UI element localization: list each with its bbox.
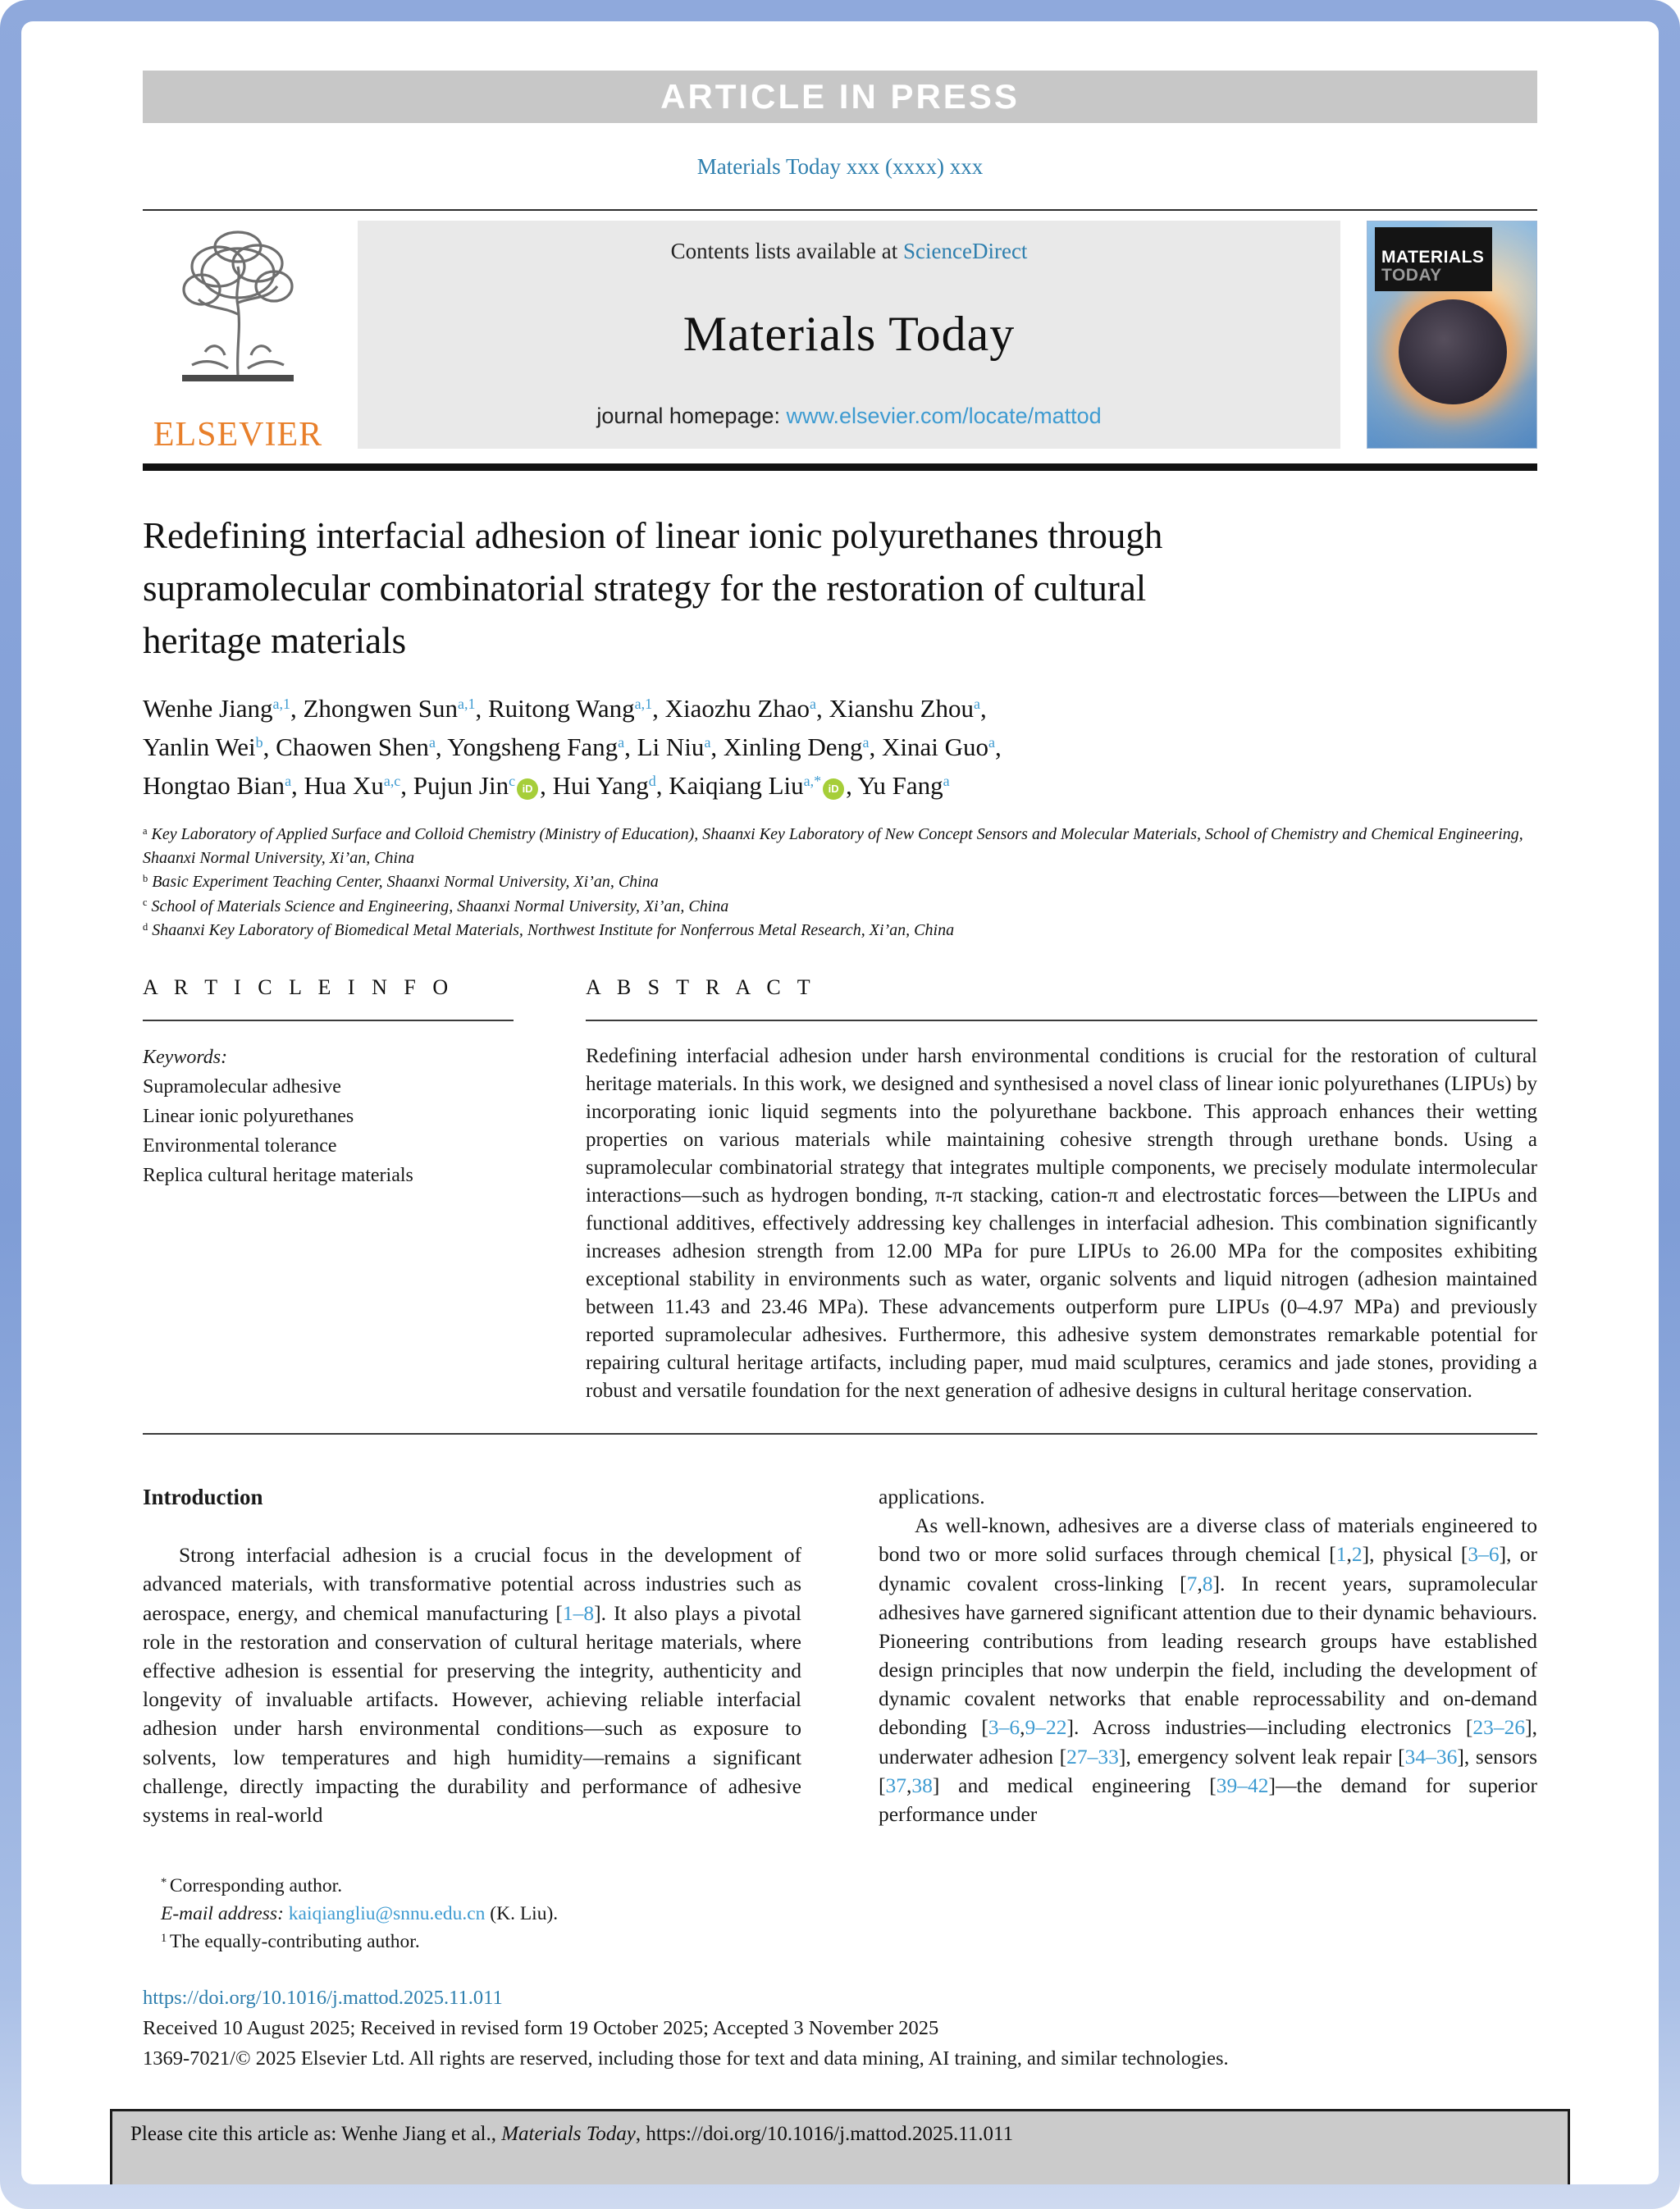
keywords-label: Keywords: <box>143 1046 228 1068</box>
journal-homepage-line <box>377 404 1321 429</box>
abstract-heading: A B S T R A C T <box>586 974 816 999</box>
text-segment: , Xinai Guo <box>869 732 989 761</box>
affiliation-marker: b <box>143 873 148 885</box>
issn-copyright-line: 1369-7021/© 2025 Elsevier Ltd. All rights are reserved, including those for text and data mining, AI training, and similar technologies. <box>143 2047 1229 2070</box>
text-segment: Corresponding author. <box>169 1875 343 1897</box>
intro-paragraph <box>879 1511 1537 1828</box>
journal-citation-line: Materials Today xxx (xxxx) xxx <box>696 154 984 179</box>
text-link[interactable]: 2 <box>1351 1542 1363 1567</box>
please-cite-box <box>110 2109 1570 2185</box>
text-segment: ]. Across industries—including electronics [ <box>1066 1715 1473 1740</box>
text-segment: , Yu Fang <box>846 770 943 800</box>
text-segment: ]—the demand for superior performance under <box>879 1773 1537 1826</box>
text-segment: journal homepage: <box>596 404 787 428</box>
equal-contribution-note <box>161 1928 1537 1956</box>
keyword: Replica cultural heritage materials <box>143 1164 413 1186</box>
text-link[interactable]: 38 <box>911 1773 933 1797</box>
abstract-text: Redefining interfacial adhesion under harsh environmental conditions is crucial for the restoration of cultural heritage materials. In this work, we designed and synthesised a novel class of linear ionic polyurethanes (LIPUs) by incorporating ionic liquid segments into the polyurethane backbone. This approach enhances their wetting properties on various materials while maintaining cohesive strength through urethane bonds. Using a supramolecular combinatorial strategy that integrates multiple components, we precisely modulate intermolecular interactions—such as hydrogen bonding, π-π stacking, cation-π and electrostatic forces—between the LIPUs and functional additives, effectively addressing key challenges in interfacial adhesion. This combination significantly increases adhesion strength from 12.00 MPa for pure LIPUs to 26.00 MPa for the composites exhibiting exceptional stability in environments such as water, organic solvents and liquid nitrogen (adhesion maintained between 11.43 and 23.46 MPa). These advancements outperform pure LIPUs (0–4.97 MPa) and previously reported supramolecular adhesives. Furthermore, this adhesive system demonstrates remarkable potential for repairing cultural heritage artifacts, including paper, mud maid sculptures, ceramics and jade stones, providing a robust and versatile foundation for the next generation of adhesive designs in cultural heritage conservation. <box>586 1044 1537 1402</box>
abstract-column <box>586 975 1537 1405</box>
title-line-1: Redefining interfacial adhesion of linear ionic polyurethanes through <box>143 515 1163 556</box>
introduction-section <box>143 1482 1537 1829</box>
superscript-marker: a,1 <box>458 695 476 712</box>
author-line-3 <box>143 766 1537 805</box>
text-segment: ], physical [ <box>1362 1542 1468 1567</box>
superscript-marker: a,1 <box>634 695 653 712</box>
introduction-heading: Introduction <box>143 1484 263 1509</box>
text-segment: , <box>995 732 1002 761</box>
superscript-marker: a <box>862 733 870 751</box>
text-segment: ]. It also plays a pivotal role in the restoration and conservation of cultural heritage materials, where effective adhesion is essential for preserving the integrity, authenticity and longevity of invaluable artifacts. However, achieving reliable interfacial adhesion under harsh environmental conditions—such as exposure to solvents, low temperatures and high humidity—remains a significant challenge, directly impacting the durability and performance of adhesive systems in real-world <box>143 1600 801 1827</box>
cover-title-label <box>1375 227 1492 291</box>
journal-name: Materials Today <box>682 306 1016 361</box>
text-segment: Yanlin Wei <box>143 732 256 761</box>
orcid-icon: iD <box>517 778 538 800</box>
orcid-icon: iD <box>823 778 844 800</box>
affiliation-text: Basic Experiment Teaching Center, Shaanxi Normal University, Xi’an, China <box>152 873 659 892</box>
article-in-press-banner: ARTICLE IN PRESS <box>143 71 1537 123</box>
text-segment: , Yongsheng Fang <box>435 732 619 761</box>
right-column <box>879 1482 1537 1829</box>
text-link[interactable]: 34–36 <box>1404 1744 1458 1769</box>
article-info-heading: A R T I C L E I N F O <box>143 974 454 999</box>
affiliation-c <box>143 895 1537 919</box>
text-segment: ] and medical engineering [ <box>932 1773 1217 1797</box>
text-segment: , Pujun Jin <box>400 770 509 800</box>
article-title <box>143 510 1537 668</box>
superscript-marker: a <box>428 733 436 751</box>
text-segment: , https://doi.org/10.1016/j.mattod.2025.11.011 <box>635 2122 1014 2145</box>
text-segment: , Xinling Deng <box>710 732 863 761</box>
article-page <box>21 21 1659 2184</box>
elsevier-wordmark: ELSEVIER <box>153 416 323 454</box>
intro-paragraph-continuation: applications. <box>879 1484 985 1508</box>
text-segment: ], emergency solvent leak repair [ <box>1118 1744 1405 1769</box>
affiliation-d <box>143 919 1537 942</box>
text-segment: , <box>906 1773 912 1797</box>
text-segment: , Xiaozhu Zhao <box>652 693 810 723</box>
superscript-marker: a,* <box>803 773 822 790</box>
superscript-marker: a <box>285 773 292 790</box>
affiliations <box>143 823 1537 942</box>
text-link[interactable]: 23–26 <box>1472 1715 1526 1740</box>
text-segment: As well-known, adhesives are a diverse class of materials engineered to bond two or more solid surfaces through chemical [ <box>879 1513 1537 1567</box>
superscript-marker: a,c <box>383 773 401 790</box>
text-link[interactable]: www.elsevier.com/locate/mattod <box>786 404 1102 428</box>
text-segment: , <box>1020 1715 1025 1740</box>
superscript-marker: d <box>648 773 656 790</box>
text-segment: Hongtao Bian <box>143 770 285 800</box>
email-note <box>161 1900 1537 1928</box>
affiliation-marker: a <box>143 824 148 837</box>
received-dates: Received 10 August 2025; Received in revised form 19 October 2025; Accepted 3 November 2025 <box>143 2017 939 2039</box>
text-link[interactable]: 27–33 <box>1066 1744 1119 1769</box>
keyword: Linear ionic polyurethanes <box>143 1105 354 1127</box>
intro-paragraph <box>143 1540 801 1829</box>
cover-title-line2: TODAY <box>1381 266 1442 285</box>
text-segment: Wenhe Jiang <box>143 693 273 723</box>
doi-link[interactable]: https://doi.org/10.1016/j.mattod.2025.11.011 <box>143 1987 503 2010</box>
affiliation-text: Shaanxi Key Laboratory of Biomedical Metal Materials, Northwest Institute for Nonferrous Metal Research, Xi’an, China <box>152 920 955 939</box>
title-line-2: supramolecular combinatorial strategy for the restoration of cultural <box>143 567 1147 609</box>
superscript-marker: b <box>255 733 263 751</box>
text-segment: , Chaowen Shen <box>262 732 429 761</box>
info-abstract-block <box>143 975 1537 1435</box>
text-segment: ], underwater adhesion [ <box>879 1715 1537 1769</box>
affiliation-marker: d <box>143 920 148 933</box>
superscript-marker: a <box>704 733 711 751</box>
text-link[interactable]: kaiqiangliu@snnu.edu.cn <box>288 1903 486 1925</box>
superscript-marker: c <box>509 773 516 790</box>
keyword: Supramolecular adhesive <box>143 1075 341 1098</box>
superscript-marker: 1 <box>161 1931 170 1945</box>
text-link[interactable]: 9–22 <box>1025 1715 1067 1740</box>
affiliation-b <box>143 870 1537 894</box>
abstract-rule <box>586 1020 1537 1021</box>
publication-info <box>143 1983 1537 2074</box>
text-segment: , Hua Xu <box>291 770 384 800</box>
text-segment: ], or dynamic covalent cross-linking [ <box>879 1542 1538 1595</box>
affiliation-text: Key Laboratory of Applied Surface and Colloid Chemistry (Ministry of Education), Shaanxi Key Laboratory of New Concept Sensors and Molecular Materials, School of Chemistry and Chemical Engineering, Shaanxi Normal University, Xi’an, China <box>143 825 1523 868</box>
footnotes <box>143 1872 1537 1956</box>
text-link[interactable]: 3–6 <box>1468 1542 1500 1567</box>
text-segment: , Ruitong Wang <box>475 693 635 723</box>
author-list <box>143 689 1537 805</box>
elsevier-tree-icon <box>156 221 320 391</box>
superscript-marker: a,1 <box>272 695 290 712</box>
journal-cover-thumbnail[interactable] <box>1367 221 1537 449</box>
text-segment: , <box>1197 1571 1203 1595</box>
text-link[interactable]: 1–8 <box>562 1600 595 1625</box>
elsevier-logo-block[interactable] <box>143 221 333 452</box>
journal-masthead <box>143 211 1537 452</box>
text-segment: , Xianshu Zhou <box>816 693 975 723</box>
article-info-column <box>143 975 514 1405</box>
journal-banner-box <box>358 221 1340 449</box>
title-line-3: heritage materials <box>143 619 407 661</box>
cover-art-sphere <box>1399 299 1507 404</box>
author-line-1 <box>143 689 1537 728</box>
text-segment: ]. In recent years, supramolecular adhesives have garnered significant attention due to their dynamic behaviours. Pioneering contributions from leading research groups have established design principles that now underpin the field, including the development of dynamic covalent networks that enable reprocessability and on-demand debonding [ <box>879 1571 1538 1740</box>
text-segment: , <box>1346 1542 1352 1567</box>
text-link[interactable]: 8 <box>1202 1571 1213 1595</box>
text-segment: , Kaiqiang Liu <box>655 770 804 800</box>
text-segment: , Zhongwen Sun <box>290 693 459 723</box>
text-link[interactable]: 3–6 <box>988 1715 1020 1740</box>
text-segment: E-mail address: <box>161 1903 289 1925</box>
text-link[interactable]: 39–42 <box>1216 1773 1269 1797</box>
text-segment: Strong interfacial adhesion is a crucial focus in the development of advanced materials, with transformative potential across industries such as aerospace, energy, and chemical manufacturing [ <box>143 1543 801 1625</box>
text-segment: Materials Today <box>501 2122 636 2145</box>
superscript-marker: * <box>161 1875 170 1889</box>
corresponding-author-note <box>161 1872 1537 1900</box>
affiliation-a <box>143 823 1537 870</box>
text-link[interactable]: 7 <box>1186 1571 1198 1595</box>
text-segment: Please cite this article as: Wenhe Jiang et al., <box>130 2122 502 2145</box>
text-segment: , Li Niu <box>624 732 705 761</box>
text-segment: , <box>980 693 987 723</box>
superscript-marker: a <box>943 773 950 790</box>
superscript-marker: a <box>988 733 996 751</box>
contents-lists-line <box>377 239 1321 264</box>
affiliation-text: School of Materials Science and Engineering, Shaanxi Normal University, Xi’an, China <box>151 897 729 915</box>
author-line-2 <box>143 728 1537 766</box>
text-link[interactable]: 37 <box>885 1773 906 1797</box>
text-segment: The equally-contributing author. <box>169 1931 420 1953</box>
superscript-marker: a <box>810 695 817 712</box>
text-segment: (K. Liu). <box>485 1903 559 1925</box>
superscript-marker: a <box>618 733 625 751</box>
keyword: Environmental tolerance <box>143 1134 337 1157</box>
affiliation-marker: c <box>143 897 148 909</box>
text-segment: ], sensors [ <box>879 1744 1537 1797</box>
article-info-rule <box>143 1020 514 1021</box>
text-segment: Contents lists available at <box>670 239 904 263</box>
superscript-marker: a <box>974 695 981 712</box>
text-link[interactable]: 1 <box>1335 1542 1347 1567</box>
text-link[interactable]: ScienceDirect <box>903 239 1028 263</box>
cover-title-line1: MATERIALS <box>1381 248 1485 267</box>
masthead-bottom-rule <box>143 463 1537 471</box>
text-segment: , Hui Yang <box>540 770 649 800</box>
left-column <box>143 1482 801 1829</box>
